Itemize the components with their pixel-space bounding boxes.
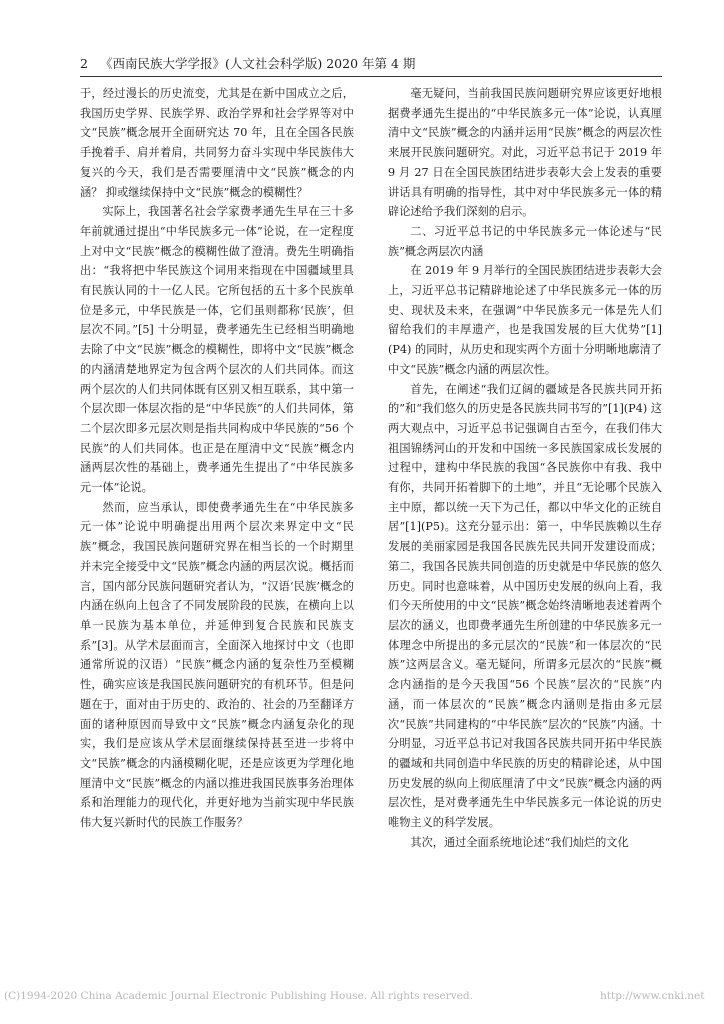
header-rule xyxy=(80,76,662,77)
right-paragraph-3: 首先，在阐述“我们辽阔的疆域是各民族共同开拓的”和“我们悠久的历史是各民族共同书写的”[1](P4) 这两大观点中，习近平总书记强调自古至今，在我们伟大祖国锦绣河山的开发和中国统一多民族国家成长发展的过程中，建构中华民族的我国“各民族你中有我、我中有你，共同开拓着脚下的土地”，并且“无论哪个民族入主中原，都以统一天下为己任，都以中华文化的正统自居”[1](P5)。这充分显示出：第一，中华民族赖以生存发展的美丽家园是我国各民族先民共同开发建设而成；第二，我国各民族共同创造的历史就是中华民族的悠久历史。同时也意味着，从中国历史发展的纵向上看，我们今天所使用的中文“民族”概念始终清晰地表述着两个层次的涵义，也即费孝通先生所创建的中华民族多元一体理念中所提出的多元层次的“民族”和一体层次的“民族”这两层含义。毫无疑问，所谓多元层次的“民族”概念内涵指的是今天我国“56 个民族”层次的“民族”内涵，而一体层次的“民族”概念内涵则是指由多元层次“民族”共同建构的“中华民族”层次的“民族”内涵。十分明显，习近平总书记对我国各民族共同开拓中华民族的疆域和共同创造中华民族的历史的精辟论述，从中国历史发展的纵向上彻底厘清了中文“民族”概念内涵的两层次性，是对费孝通先生中华民族多元一体论说的历史唯物主义的科学发展。 xyxy=(388,382,662,830)
right-column xyxy=(388,84,662,944)
left-paragraph-1: 于，经过漫长的历史流变，尤其是在新中国成立之后，我国历史学界、民族学界、政治学界和社会学界等对中文“民族”概念展开全面研究达 70 年，且在全国各民族手挽着手、肩并着肩，共同努力奋斗实现中华民族伟大复兴的今天，我们是否需要厘清中文“民族”概念的内涵？ 抑或继续保持中文“民族”概念的模糊性？ xyxy=(80,87,354,199)
left-paragraph-2: 实际上，我国著名社会学家费孝通先生早在三十多年前就通过提出“中华民族多元一体”论说，在一定程度上对中文“民族”概念的模糊性做了澄清。费先生明确指出：“我将把中华民族这个词用来指现在中国疆域里具有民族认同的十一亿人民。它所包括的五十多个民族单位是多元，中华民族是一体，它们虽则都称‘民族’，但层次不同。”[5] 十分明显，费孝通先生已经相当明确地去除了中文“民族”概念的模糊性，即将中文“民族”概念的内涵清楚地界定为包含两个层次的人们共同体。而这两个层次的人们共同体既有区别又相互联系，其中第一个层次即一体层次指的是“中华民族”的人们共同体，第二个层次即多元层次则是指共同构成中华民族的“56 个民族”的人们共同体。也正是在厘清中文“民族”概念内涵两层次性的基础上，费孝通先生提出了“中华民族多元一体”论说。 xyxy=(80,205,354,495)
page-number: 2 xyxy=(80,56,88,71)
running-header xyxy=(80,54,660,74)
left-paragraph-3: 然而，应当承认，即使费孝通先生在“中华民族多元一体”论说中明确提出用两个层次来界定中文“民族”概念，我国民族问题研究界在相当长的一个时期里并未完全接受中文“民族”概念内涵的两层次说。概括而言，国内部分民族问题研究者认为，“汉语‘民族’概念的内涵在纵向上包含了不同发展阶段的民族，在横向上以单一民族为基本单位，并延伸到复合民族和民族支系”[3]。从学术层面而言，全面深入地探讨中文（也即通常所说的汉语）“民族”概念内涵的复杂性乃至模糊性，确实应该是我国民族问题研究的有机环节。但是问题在于，面对由于历史的、政治的、社会的乃至翻译方面的诸种原因而导致中文“民族”概念内涵复杂化的现实，我们是应该从学术层面继续保持甚至进一步将中文“民族”概念的内涵模糊化呢，还是应该更为学理化地厘清中文“民族”概念的内涵以推进我国民族事务治理体系和治理能力的现代化，并更好地为当前实现中华民族伟大复兴新时代的民族工作服务？ xyxy=(80,500,354,830)
copyright-footer xyxy=(0,988,724,1004)
journal-title: 《西南民族大学学报》(人文社会科学版) 2020 年第 4 期 xyxy=(100,56,416,71)
right-paragraph-4: 其次，通过全面系统地论述“我们灿烂的文化 xyxy=(410,835,629,849)
right-paragraph-2: 在 2019 年 9 月举行的全国民族团结进步表彰大会上，习近平总书记精辟地论述了中华民族多元一体的历史、现状及未来，在强调“中华民族多元一体是先人们留给我们的丰厚遗产，也是我国发展的巨大优势”[1](P4) 的同时，从历史和现实两个方面十分明晰地廓清了中文“民族”概念内涵的两层次性。 xyxy=(388,264,662,376)
left-column xyxy=(80,84,354,944)
section-heading: 二、习近平总书记的中华民族多元一体论述与“民族”概念两层次内涵 xyxy=(388,224,662,258)
cnki-link[interactable]: http://www.cnki.net xyxy=(600,990,705,1002)
right-paragraph-1: 毫无疑问，当前我国民族问题研究界应该更好地根据费孝通先生提出的“中华民族多元一体”论说，认真厘清中文“民族”概念的内涵并运用“民族”概念的两层次性来展开民族问题研究。对此，习近平总书记于 2019 年 9 月 27 日在全国民族团结进步表彰大会上发表的重要讲话具有明确的指导性，其中对中华民族多元一体的精辟论述给予我们深刻的启示。 xyxy=(388,87,662,219)
copyright-text: (C)1994-2020 China Academic Journal Electronic Publishing House. All rights reserved. xyxy=(4,990,473,1002)
